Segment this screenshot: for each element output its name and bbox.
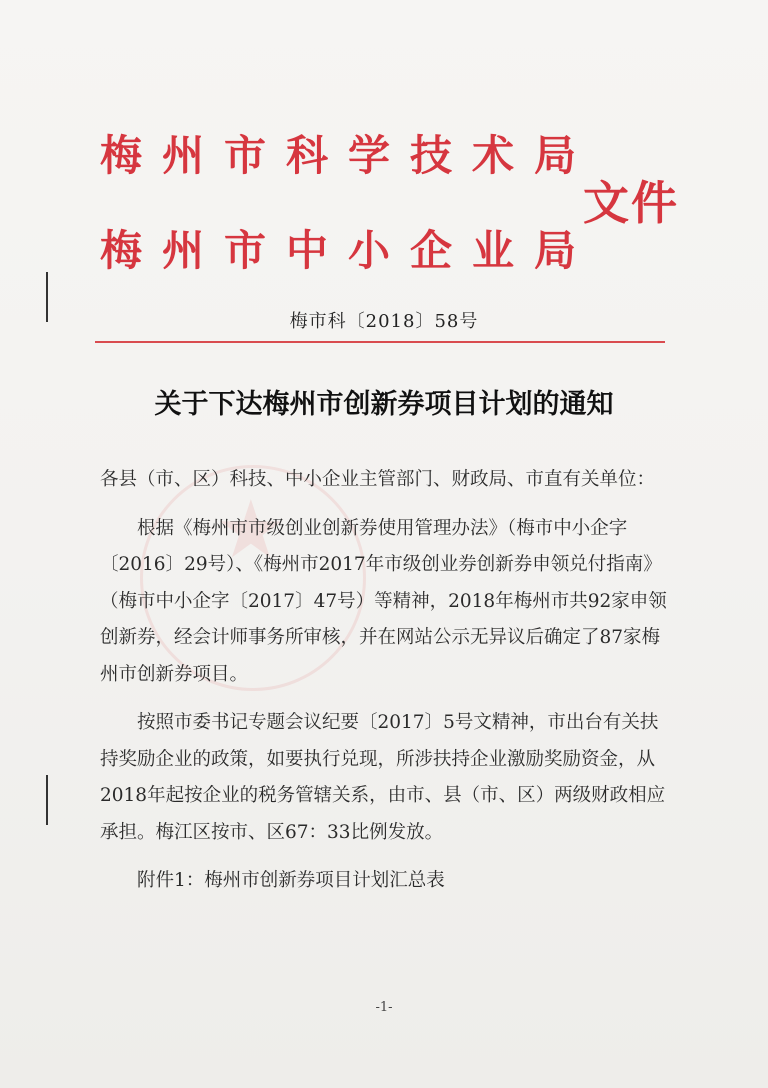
addressee-line: 各县（市、区）科技、中小企业主管部门、财政局、市直有关单位： — [100, 469, 656, 490]
issuer-science-bureau: 梅州市科学技术局 — [100, 131, 597, 180]
body-paragraph: 根据《梅州市市级创业创新券使用管理办法》（梅市中小企字〔2016〕29号）、《梅州市2017年市级创业券创新券申领兑付指南》（梅市中小企字〔2017〕47号）等精神，2018年梅州市共92家申领创新券，经会计师事务所审核，并在网站公示无异议后确定了87家梅州市创新券项目。 — [100, 517, 667, 685]
document-number: 梅市科〔2018〕58号 — [289, 311, 479, 332]
red-divider — [95, 341, 665, 343]
attachment-line: 附件1：梅州市创新券项目计划汇总表 — [137, 870, 445, 891]
document-label: 文件 — [583, 176, 679, 230]
page-number: -1- — [375, 1000, 393, 1015]
issuer-sme-bureau: 梅州市中小企业局 — [100, 226, 597, 275]
notice-body — [100, 462, 670, 900]
body-paragraph: 按照市委书记专题会议纪要〔2017〕5号文精神，市出台有关扶持奖励企业的政策，如要执行兑现，所涉扶持企业激励奖励资金，从2018年起按企业的税务管辖关系，由市、县（市、区）两级财政相应承担。梅江区按市、区67：33比例发放。 — [100, 712, 666, 843]
binder-mark — [46, 775, 48, 825]
seal-star-icon: ★ — [215, 483, 287, 576]
notice-title: 关于下达梅州市创新券项目计划的通知 — [154, 389, 614, 420]
